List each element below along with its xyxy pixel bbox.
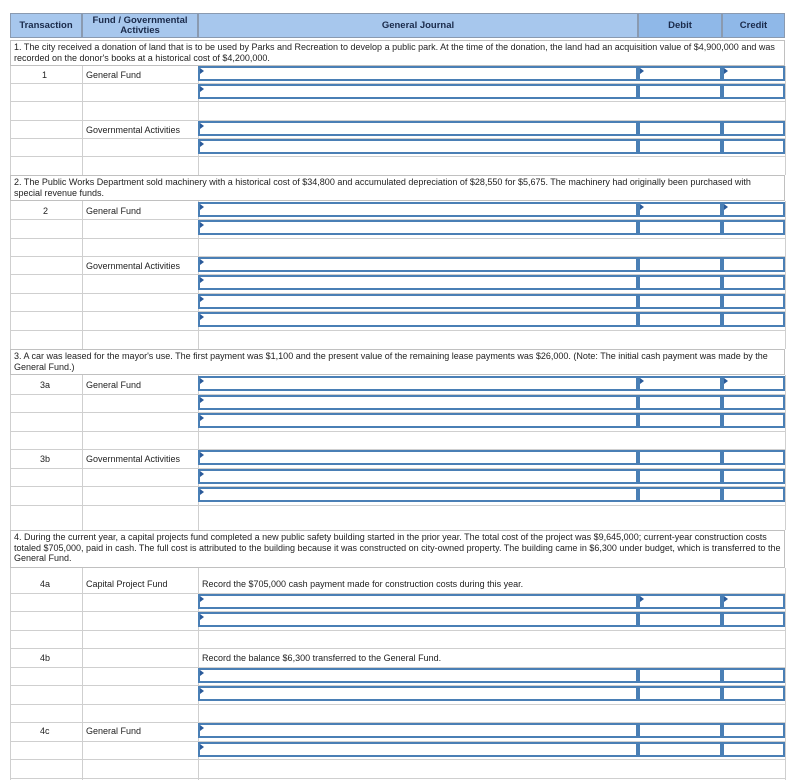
debit-input[interactable] [638, 395, 722, 410]
dropdown-marker-icon [200, 86, 204, 92]
grid-line [785, 375, 786, 530]
problem-2-description: 2. The Public Works Department sold machinery with a historical cost of $34,800 and accumulated depreciation of $28,550 for $5,675. The machinery had originally been purchased with special revenue funds. [10, 175, 785, 201]
account-select[interactable] [198, 312, 638, 327]
credit-input[interactable] [722, 202, 785, 217]
credit-input[interactable] [722, 220, 785, 235]
dropdown-marker-icon [200, 123, 204, 129]
grid-line [10, 704, 785, 705]
grid-line [10, 156, 785, 157]
fund-label: Governmental Activities [86, 454, 181, 464]
dropdown-marker-icon [724, 68, 728, 74]
debit-input[interactable] [638, 594, 722, 609]
grid-line [10, 375, 11, 530]
credit-input[interactable] [722, 742, 785, 757]
credit-input[interactable] [722, 668, 785, 683]
grid-line [82, 375, 83, 530]
account-select[interactable] [198, 84, 638, 99]
credit-input[interactable] [722, 294, 785, 309]
debit-input[interactable] [638, 121, 722, 136]
credit-input[interactable] [722, 686, 785, 701]
journal-instruction: Record the balance $6,300 transferred to the General Fund. [202, 653, 442, 663]
journal-instruction: Record the $705,000 cash payment made for construction costs during this year. [202, 579, 524, 589]
grid-line [10, 648, 785, 649]
account-select[interactable] [198, 487, 638, 502]
account-select[interactable] [198, 469, 638, 484]
account-select[interactable] [198, 257, 638, 272]
header-fund-label: Fund / Governmental Activties [92, 14, 188, 36]
header-debit-label: Debit [668, 19, 692, 31]
grid-line [785, 66, 786, 175]
credit-input[interactable] [722, 121, 785, 136]
account-select[interactable] [198, 220, 638, 235]
fund-label: General Fund [86, 206, 142, 216]
account-select[interactable] [198, 121, 638, 136]
debit-input[interactable] [638, 742, 722, 757]
dropdown-marker-icon [640, 596, 644, 602]
fund-label: General Fund [86, 726, 142, 736]
credit-input[interactable] [722, 84, 785, 99]
credit-input[interactable] [722, 257, 785, 272]
debit-input[interactable] [638, 257, 722, 272]
dropdown-marker-icon [200, 744, 204, 750]
dropdown-marker-icon [200, 378, 204, 384]
credit-input[interactable] [722, 275, 785, 290]
credit-input[interactable] [722, 723, 785, 738]
header-fund [82, 13, 198, 38]
account-select[interactable] [198, 450, 638, 465]
fund-label: Capital Project Fund [86, 579, 168, 589]
grid-line [82, 201, 83, 349]
credit-input[interactable] [722, 594, 785, 609]
account-select[interactable] [198, 66, 638, 81]
credit-input[interactable] [722, 312, 785, 327]
problem-3-description: 3. A car was leased for the mayor's use. The first payment was $1,100 and the present value of the remaining lease payments was $26,000. (Note: The initial cash payment was made by the General Fund.) [10, 349, 785, 375]
dropdown-marker-icon [200, 596, 204, 602]
fund-label: Governmental Activities [86, 125, 181, 135]
dropdown-marker-icon [724, 596, 728, 602]
debit-input[interactable] [638, 139, 722, 154]
account-select[interactable] [198, 413, 638, 428]
debit-input[interactable] [638, 612, 722, 627]
grid-line [10, 759, 785, 760]
fund-label: Governmental Activities [86, 261, 181, 271]
grid-line [10, 101, 785, 102]
problem-4-description: 4. During the current year, a capital projects fund completed a new public safety building started in the prior year. The total cost of the project was $9,645,000; current-year construction costs totaled $705,000, paid in cash. The full cost is attributed to the building because it was constructed on city-owned property. The building came in $6,300 under budget, which is transferred to the General Fund. [10, 530, 785, 568]
dropdown-marker-icon [200, 614, 204, 620]
dropdown-marker-icon [200, 452, 204, 458]
debit-input[interactable] [638, 294, 722, 309]
transaction-id: 3b [40, 454, 51, 464]
header-general-journal [198, 13, 638, 38]
dropdown-marker-icon [200, 489, 204, 495]
account-select[interactable] [198, 395, 638, 410]
dropdown-marker-icon [724, 204, 728, 210]
dropdown-marker-icon [200, 471, 204, 477]
account-select[interactable] [198, 202, 638, 217]
dropdown-marker-icon [724, 378, 728, 384]
debit-input[interactable] [638, 66, 722, 81]
dropdown-marker-icon [200, 277, 204, 283]
credit-input[interactable] [722, 413, 785, 428]
transaction-id: 4a [40, 579, 51, 589]
transaction-id: 4b [40, 653, 51, 663]
dropdown-marker-icon [200, 688, 204, 694]
credit-input[interactable] [722, 376, 785, 391]
grid-line [10, 505, 785, 506]
account-select[interactable] [198, 723, 638, 738]
debit-input[interactable] [638, 469, 722, 484]
credit-input[interactable] [722, 139, 785, 154]
credit-input[interactable] [722, 612, 785, 627]
dropdown-marker-icon [200, 222, 204, 228]
dropdown-marker-icon [640, 68, 644, 74]
grid-line [10, 630, 785, 631]
header-debit [638, 13, 722, 38]
dropdown-marker-icon [200, 670, 204, 676]
dropdown-marker-icon [200, 397, 204, 403]
problem-1-description: 1. The city received a donation of land that is to be used by Parks and Recreation to develop a public park. At the time of the donation, the land had an acquisition value of $4,900,000 and was recorded on the donor's books at a historical cost of $4,200,000. [10, 40, 785, 66]
grid-line [10, 66, 11, 175]
account-select[interactable] [198, 612, 638, 627]
account-select[interactable] [198, 139, 638, 154]
dropdown-marker-icon [200, 259, 204, 265]
dropdown-marker-icon [200, 415, 204, 421]
grid-line [10, 201, 11, 349]
debit-input[interactable] [638, 450, 722, 465]
header-credit-label: Credit [739, 19, 768, 31]
account-select[interactable] [198, 376, 638, 391]
debit-input[interactable] [638, 220, 722, 235]
debit-input[interactable] [638, 275, 722, 290]
dropdown-marker-icon [200, 725, 204, 731]
credit-input[interactable] [722, 66, 785, 81]
dropdown-marker-icon [200, 141, 204, 147]
grid-line [785, 568, 786, 780]
dropdown-marker-icon [200, 296, 204, 302]
credit-input[interactable] [722, 487, 785, 502]
account-select[interactable] [198, 686, 638, 701]
dropdown-marker-icon [640, 204, 644, 210]
header-journal-label: General Journal [381, 19, 455, 31]
fund-label: General Fund [86, 70, 142, 80]
credit-input[interactable] [722, 469, 785, 484]
account-select[interactable] [198, 742, 638, 757]
header-credit [722, 13, 785, 38]
transaction-id: 4c [40, 726, 50, 736]
debit-input[interactable] [638, 668, 722, 683]
transaction-id: 3a [40, 380, 51, 390]
header-transaction-label: Transaction [19, 19, 73, 31]
grid-line [10, 778, 785, 779]
account-select[interactable] [198, 294, 638, 309]
debit-input[interactable] [638, 413, 722, 428]
dropdown-marker-icon [200, 204, 204, 210]
grid-line [10, 568, 11, 780]
grid-line [785, 201, 786, 349]
credit-input[interactable] [722, 395, 785, 410]
account-select[interactable] [198, 668, 638, 683]
account-select[interactable] [198, 594, 638, 609]
transaction-id: 1 [42, 70, 48, 80]
account-select[interactable] [198, 275, 638, 290]
dropdown-marker-icon [640, 378, 644, 384]
debit-input[interactable] [638, 84, 722, 99]
debit-input[interactable] [638, 312, 722, 327]
dropdown-marker-icon [200, 314, 204, 320]
grid-line [82, 66, 83, 175]
debit-input[interactable] [638, 487, 722, 502]
grid-line [10, 238, 785, 239]
grid-line [10, 330, 785, 331]
debit-input[interactable] [638, 376, 722, 391]
debit-input[interactable] [638, 686, 722, 701]
header-transaction [10, 13, 82, 38]
debit-input[interactable] [638, 723, 722, 738]
fund-label: General Fund [86, 380, 142, 390]
transaction-id: 2 [43, 206, 49, 216]
credit-input[interactable] [722, 450, 785, 465]
grid-line [82, 568, 83, 780]
debit-input[interactable] [638, 202, 722, 217]
grid-line [10, 431, 785, 432]
dropdown-marker-icon [200, 68, 204, 74]
